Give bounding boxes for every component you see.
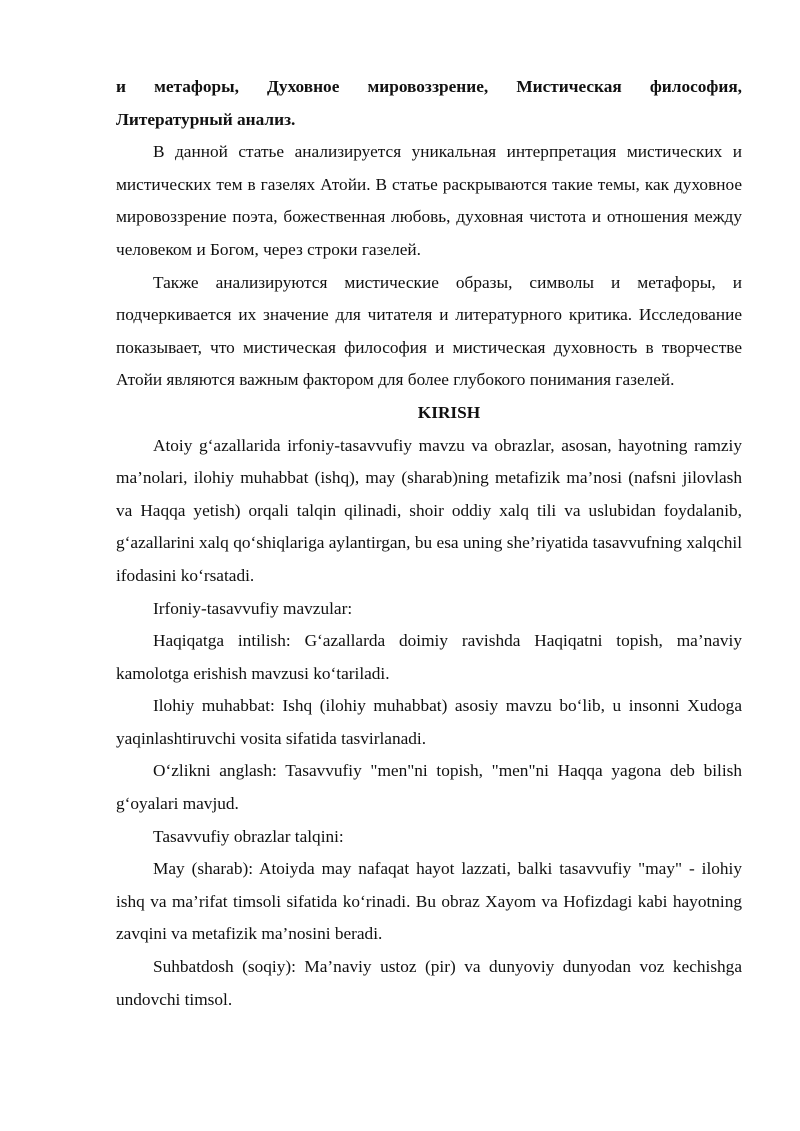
- body-subheading-themes: Irfoniy-tasavvufiy mavzular:: [153, 598, 353, 618]
- body-paragraph-wine: May (sharab): Atoiyda may nafaqat hayot lazzati, balki tasavvufiy "may" - ilohiy ishq va ma’rifat timsoli sifatida ko‘rinadi. Bu obraz Xayom va Hofizdagi kabi hayotning zavqini va metafizik ma’nosini beradi.: [116, 859, 742, 944]
- body-paragraph-self: O‘zlikni anglash: Tasavvufiy "men"ni topish, "men"ni Haqqa yagona deb bilish g‘oyalari mavjud.: [116, 761, 742, 814]
- abstract-paragraph-2: Также анализируются мистические образы, символы и метафоры, и подчеркивается их значение для читателя и литературного критика. Исследование показывает, что мистическая философия и мистическая духовность в творчестве Атойи являются важным фактором для более глубокого понимания газелей.: [116, 272, 742, 390]
- abstract-paragraph-1: В данной статье анализируется уникальная интерпретация мистических и мистических тем в газелях Атойи. В статье раскрываются такие темы, как духовное мировоззрение поэта, божественная любовь, духовная чистота и отношения между человеком и Богом, через строки газелей.: [116, 142, 742, 259]
- keywords-continuation: и метафоры, Духовное мировоззрение, Мистическая философия, Литературный анализ.: [116, 77, 742, 129]
- section-heading: KIRISH: [417, 402, 481, 422]
- body-paragraph-cupbearer: Suhbatdosh (soqiy): Ma’naviy ustoz (pir) va dunyoviy dunyodan voz kechishga undovchi timsol.: [116, 957, 742, 1009]
- body-paragraph-divine-love: Ilohiy muhabbat: Ishq (ilohiy muhabbat) asosiy mavzu bo‘lib, u insonni Xudoga yaqinlashtiruvchi vosita sifatida tasvirlanadi.: [116, 696, 742, 748]
- body-paragraph-intro: Atoiy g‘azallarida irfoniy-tasavvufiy mavzu va obrazlar, asosan, hayotning ramziy ma’nolari, ilohiy muhabbat (ishq), may (sharab)ning metafizik ma’nosi (nafsni jilovlash va Haqqa yetish) orqali talqin qilinadi, shoir oddiy xalq tili va uslubidan foydalanib, g‘azallarini xalq qo‘shiqlariga aylantirgan, bu esa uning she’riyatida tasavvufning xalqchil ifodasini ko‘rsatadi.: [116, 435, 742, 585]
- body-subheading-images: Tasavvufiy obrazlar talqini:: [153, 826, 344, 846]
- body-paragraph-truth: Haqiqatga intilish: G‘azallarda doimiy ravishda Haqiqatni topish, ma’naviy kamolotga erishish mavzusi ko‘tariladi.: [116, 631, 742, 683]
- document-page: [116, 71, 742, 1016]
